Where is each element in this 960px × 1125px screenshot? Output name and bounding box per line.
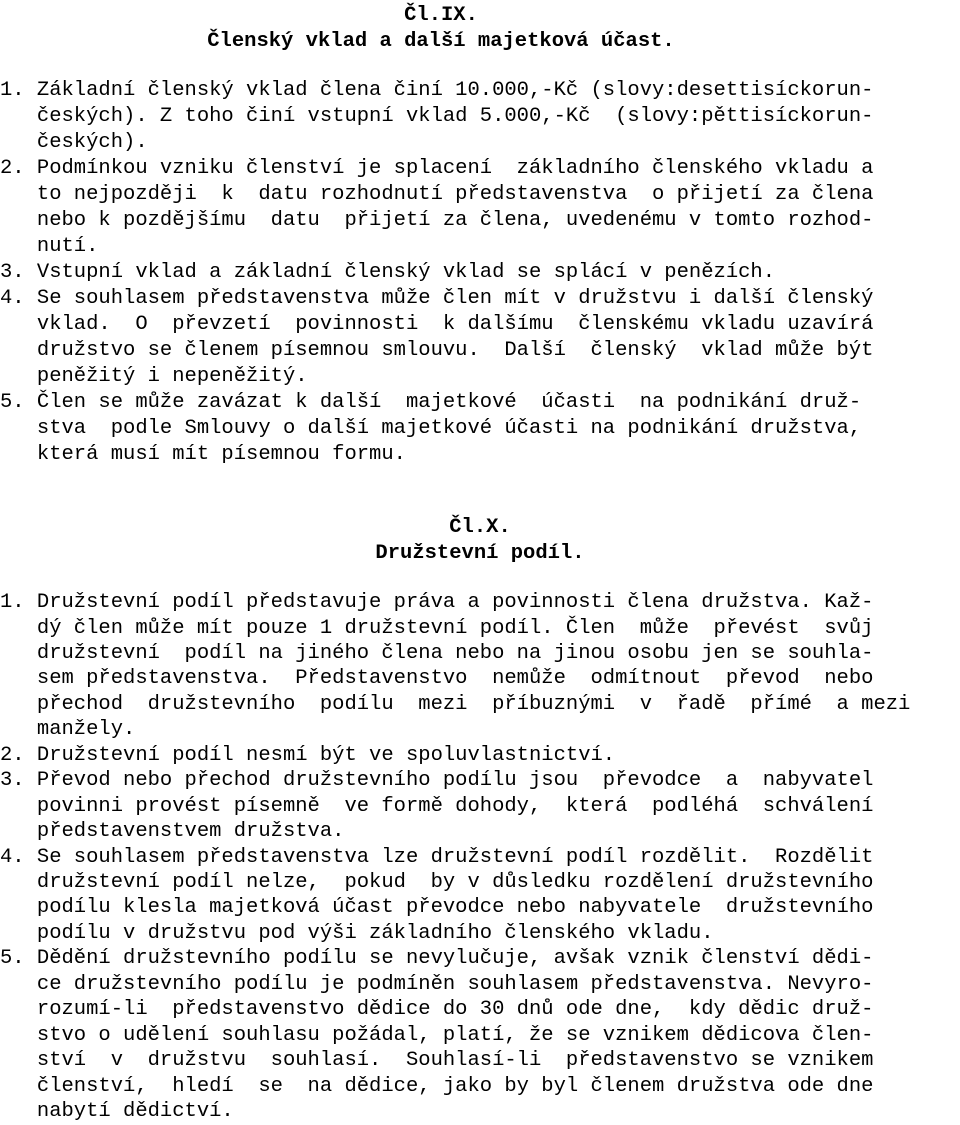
- paragraph-line: rozumí-li představenstvo dědice do 30 dnů ode dne, kdy dědic druž-: [0, 998, 874, 1022]
- section-x-title: Družstevní podíl.: [375, 542, 585, 565]
- paragraph-line: nutí.: [0, 235, 99, 258]
- paragraph-line: která musí mít písemnou formu.: [0, 443, 406, 466]
- paragraph-line: družstevní podíl nelze, pokud by v důsledku rozdělení družstevního: [0, 871, 874, 894]
- paragraph-line: 2. Podmínkou vzniku členství je splacení základního členského vkladu a: [0, 157, 874, 180]
- paragraph-line: přechod družstevního podílu mezi příbuznými v řadě přímé a mezi: [0, 692, 911, 716]
- paragraph-line: 5. Člen se může zavázat k další majetkové účasti na podnikání druž-: [0, 391, 862, 414]
- paragraph-line: 1. Základní členský vklad člena činí 10.000,-Kč (slovy:desettisíckorun-: [0, 79, 874, 102]
- paragraph-line: českých). Z toho činí vstupní vklad 5.000,-Kč (slovy:pěttisíckorun-: [0, 105, 874, 128]
- paragraph-line: to nejpozději k datu rozhodnutí představenstva o přijetí za člena: [0, 183, 874, 206]
- paragraph-line: 4. Se souhlasem představenstva může člen mít v družstvu i další členský: [0, 287, 874, 310]
- paragraph-line: manžely.: [0, 718, 136, 742]
- paragraph-line: představenstvem družstva.: [0, 820, 345, 843]
- paragraph-line: dý člen může mít pouze 1 družstevní podíl. Člen může převést svůj: [0, 616, 874, 640]
- section-x-number: Čl.X.: [449, 516, 511, 539]
- paragraph-line: 5. Dědění družstevního podílu se nevylučuje, avšak vznik členství dědi-: [0, 947, 874, 971]
- paragraph-line: 3. Vstupní vklad a základní členský vklad se splácí v penězích.: [0, 261, 776, 284]
- paragraph-line: českých).: [0, 131, 148, 154]
- paragraph-line: družstevní podíl na jiného člena nebo na jinou osobu jen se souhla-: [0, 641, 874, 665]
- paragraph-line: členství, hledí se na dědice, jako by byl členem družstva ode dne: [0, 1074, 874, 1098]
- paragraph-line: 4. Se souhlasem představenstva lze družstevní podíl rozdělit. Rozdělit: [0, 845, 874, 869]
- paragraph-line: nebo k pozdějšímu datu přijetí za člena, uvedenému v tomto rozhod-: [0, 209, 874, 232]
- paragraph-line: stvo o udělení souhlasu požádal, platí, že se vznikem dědicova člen-: [0, 1023, 874, 1047]
- paragraph-line: peněžitý i nepeněžitý.: [0, 365, 308, 388]
- paragraph-line: vklad. O převzetí povinnosti k dalšímu členskému vkladu uzavírá: [0, 313, 874, 336]
- paragraph-line: družstvo se členem písemnou smlouvu. Další členský vklad může být: [0, 339, 874, 362]
- paragraph-line: podílu klesla majetková účast převodce nebo nabyvatele družstevního: [0, 896, 874, 920]
- paragraph-line: ce družstevního podílu je podmíněn souhlasem představenstva. Nevyro-: [0, 972, 874, 996]
- paragraph-line: nabytí dědictví.: [0, 1100, 234, 1123]
- paragraph-line: ství v družstvu souhlasí. Souhlasí-li představenstvo se vznikem: [0, 1049, 874, 1073]
- paragraph-line: 2. Družstevní podíl nesmí být ve spoluvlastnictví.: [0, 743, 616, 767]
- paragraph-line: stva podle Smlouvy o další majetkové účasti na podnikání družstva,: [0, 417, 862, 440]
- paragraph-line: 3. Převod nebo přechod družstevního podílu jsou převodce a nabyvatel: [0, 769, 874, 793]
- section-ix-number: Čl.IX.: [404, 4, 478, 27]
- section-ix-title: Členský vklad a další majetková účast.: [207, 30, 675, 53]
- paragraph-line: povinni provést písemně ve formě dohody, která podléhá schválení: [0, 794, 874, 818]
- paragraph-line: 1. Družstevní podíl představuje práva a povinnosti člena družstva. Kaž-: [0, 591, 874, 614]
- paragraph-line: sem představenstva. Představenstvo nemůže odmítnout převod nebo: [0, 667, 874, 691]
- paragraph-line: podílu v družstvu pod výši základního členského vkladu.: [0, 921, 714, 945]
